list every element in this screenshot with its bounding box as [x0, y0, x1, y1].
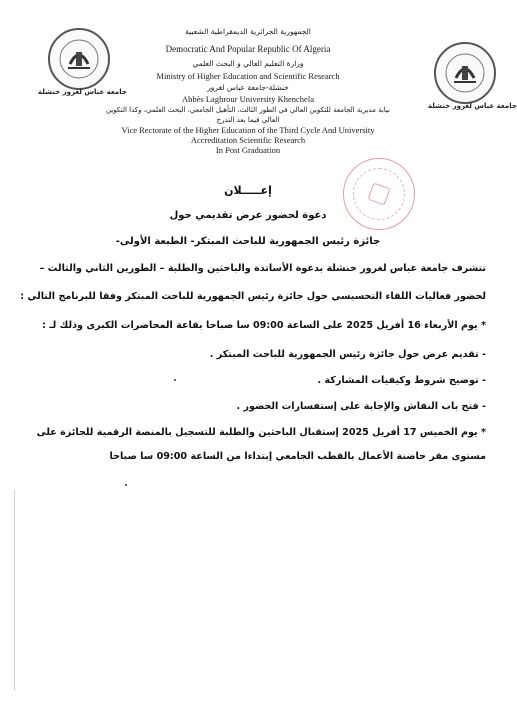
- scan-speck: [125, 484, 127, 486]
- program-day-2: * يوم الخميس 17 أفريل 2025 إستقبال الباحثين والطلبة للتسجيل بالمنصة الرقمية للجائزة على: [36, 427, 486, 438]
- republic-arabic: الجمهورية الجزائرية الديمقراطية الشعبية: [185, 27, 311, 36]
- announcement-subtitle: دعوة لحضور عرض تقديمي حول: [169, 210, 327, 221]
- prize-name: جائزة رئيس الجمهورية للباحث المبتكر- الطبعة الأولى-: [115, 236, 381, 247]
- announcement-title: إعـــــلان: [224, 184, 272, 197]
- vice-rectorate-english-2: Accreditation Scientific Research: [190, 135, 306, 145]
- university-arabic: خنشلة-جامعة عباس لغرور: [207, 83, 289, 92]
- logo-caption-right: جامعة عباس لغرور خنشلة: [428, 102, 517, 110]
- announcement-line-2: لحضور فعاليات اللقاء التحسيسي حول جائزة رئيس الجمهورية للباحث المبتكر وفقا للبرنامج التالي :: [20, 291, 486, 302]
- announcement-line-1: تتشرف جامعة عباس لغرور خنشلة بدعوة الأساتذة والباحثين والطلبة – الطورين الثاني والثالث –: [39, 263, 486, 274]
- scan-edge-line: [14, 490, 15, 690]
- program-item-2: - توضيح شروط وكيفيات المشاركة .: [317, 375, 486, 386]
- university-english: Abbès Laghrour University Khenchela: [182, 94, 314, 104]
- program-item-1: - تقديم عرض حول جائزة رئيس الجمهورية للباحث المبتكر .: [209, 349, 486, 360]
- ministry-english: Ministry of Higher Education and Scientific Research: [156, 71, 340, 81]
- vice-rectorate-english-3: In Post Graduation: [215, 145, 281, 155]
- scan-speck: [174, 379, 176, 381]
- vice-rectorate-arabic-2: العالي فيما بعد التدرج: [216, 116, 280, 124]
- vice-rectorate-arabic-1: نيابة مديرية الجامعة للتكوين العالي في الطور الثالث، التأهيل الجامعي، البحث العلمي، وكذا التكوين: [106, 106, 390, 114]
- program-item-3: - فتح باب النقاش والإجابة على إستفسارات الحضور .: [236, 401, 486, 412]
- program-day-1: * يوم الأربعاء 16 أفريل 2025 على الساعة 09:00 سا صباحا بقاعة المحاضرات الكبرى وذلك لـ :: [42, 320, 486, 331]
- program-day-2-continued: مستوى مقر حاضنة الأعمال بالقطب الجامعي إبتداءا من الساعة 09:00 سا صباحا: [109, 451, 486, 462]
- vice-rectorate-english-1: Vice Rectorate of the Higher Education of the Third Cycle And University: [121, 125, 375, 135]
- ministry-arabic: وزارة التعليم العالي و البحث العلمي: [192, 59, 304, 68]
- republic-english: Democratic And Popular Republic Of Algeria: [165, 44, 331, 54]
- logo-caption-left: جامعة عباس لغرور خنشلة: [38, 88, 127, 96]
